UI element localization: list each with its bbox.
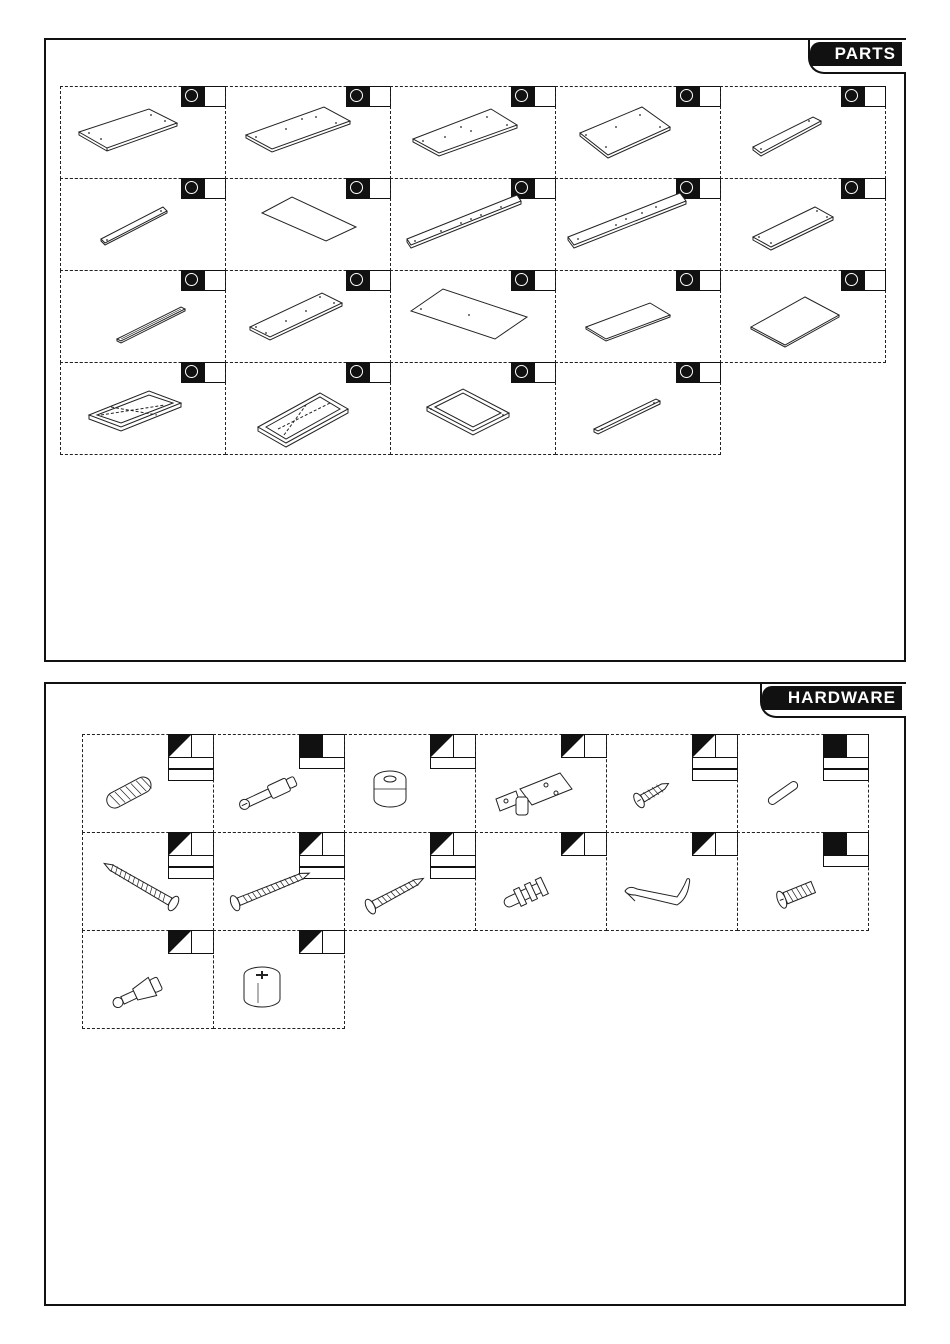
thin-board-b-drawing (721, 271, 871, 361)
panel-e-drawing (226, 271, 376, 361)
part-cell-panel-b (225, 86, 391, 179)
part-cell-frame-c (390, 362, 556, 455)
hardware-title: HARDWARE (762, 686, 902, 710)
cam-lock-b-icon (214, 931, 344, 1027)
hardware-cell (475, 832, 607, 931)
part-cell-frame-a (60, 362, 226, 455)
part-cell-panel-e (225, 270, 391, 363)
panel-b-drawing (226, 87, 376, 177)
part-cell-panel-c (390, 86, 556, 179)
part-cell-large-board (390, 270, 556, 363)
part-cell-long-panel-b (555, 178, 721, 271)
hardware-cell (213, 930, 345, 1029)
wood-dowel-icon (83, 735, 213, 831)
hardware-cell (344, 734, 476, 833)
frame-b-drawing (226, 363, 376, 453)
panel-d-drawing (556, 87, 706, 177)
short-screw-icon (607, 735, 737, 831)
hardware-cell (737, 832, 869, 931)
parts-title: PARTS (810, 42, 902, 66)
hinge-icon (476, 735, 606, 831)
hardware-cell (213, 832, 345, 931)
hardware-cell (606, 734, 738, 833)
pin-icon (738, 735, 868, 831)
part-cell-rail-c (555, 362, 721, 455)
hardware-cell (344, 832, 476, 931)
panel-a-drawing (61, 87, 211, 177)
part-cell-thin-board-b (720, 270, 886, 363)
hardware-cell (82, 734, 214, 833)
part-cell-long-panel-a (390, 178, 556, 271)
rail-b-drawing (61, 179, 211, 269)
rail-c-drawing (556, 363, 706, 453)
hardware-cell (82, 930, 214, 1029)
frame-a-drawing (61, 363, 211, 453)
long-screw-b-icon (214, 833, 344, 929)
hardware-cell (737, 734, 869, 833)
thin-board-a-drawing (556, 271, 706, 361)
part-cell-short-panel (720, 178, 886, 271)
part-cell-rail-b (60, 178, 226, 271)
part-cell-panel-a (60, 86, 226, 179)
short-panel-drawing (721, 179, 871, 269)
part-cell-panel-d (555, 86, 721, 179)
wall-anchor-icon (476, 833, 606, 929)
frame-c-drawing (391, 363, 541, 453)
hardware-cell (82, 832, 214, 931)
hardware-cell (475, 734, 607, 833)
cam-bolt-icon (214, 735, 344, 831)
board-plain-drawing (226, 179, 376, 269)
part-cell-rail-a (720, 86, 886, 179)
rail-a-drawing (721, 87, 871, 177)
strip-drawing (61, 271, 211, 361)
panel-c-drawing (391, 87, 541, 177)
part-cell-frame-b (225, 362, 391, 455)
hardware-cell (606, 832, 738, 931)
cam-bolt-b-icon (83, 931, 213, 1027)
part-cell-board-plain (225, 178, 391, 271)
long-screw-icon (83, 833, 213, 929)
hardware-cell (213, 734, 345, 833)
handle-icon (607, 833, 737, 929)
cam-lock-icon (345, 735, 475, 831)
medium-screw-icon (345, 833, 475, 929)
long-panel-a-drawing (391, 179, 541, 269)
handle-screw-icon (738, 833, 868, 929)
part-cell-strip (60, 270, 226, 363)
large-board-drawing (391, 271, 541, 361)
long-panel-b-drawing (556, 179, 706, 269)
part-cell-thin-board-a (555, 270, 721, 363)
